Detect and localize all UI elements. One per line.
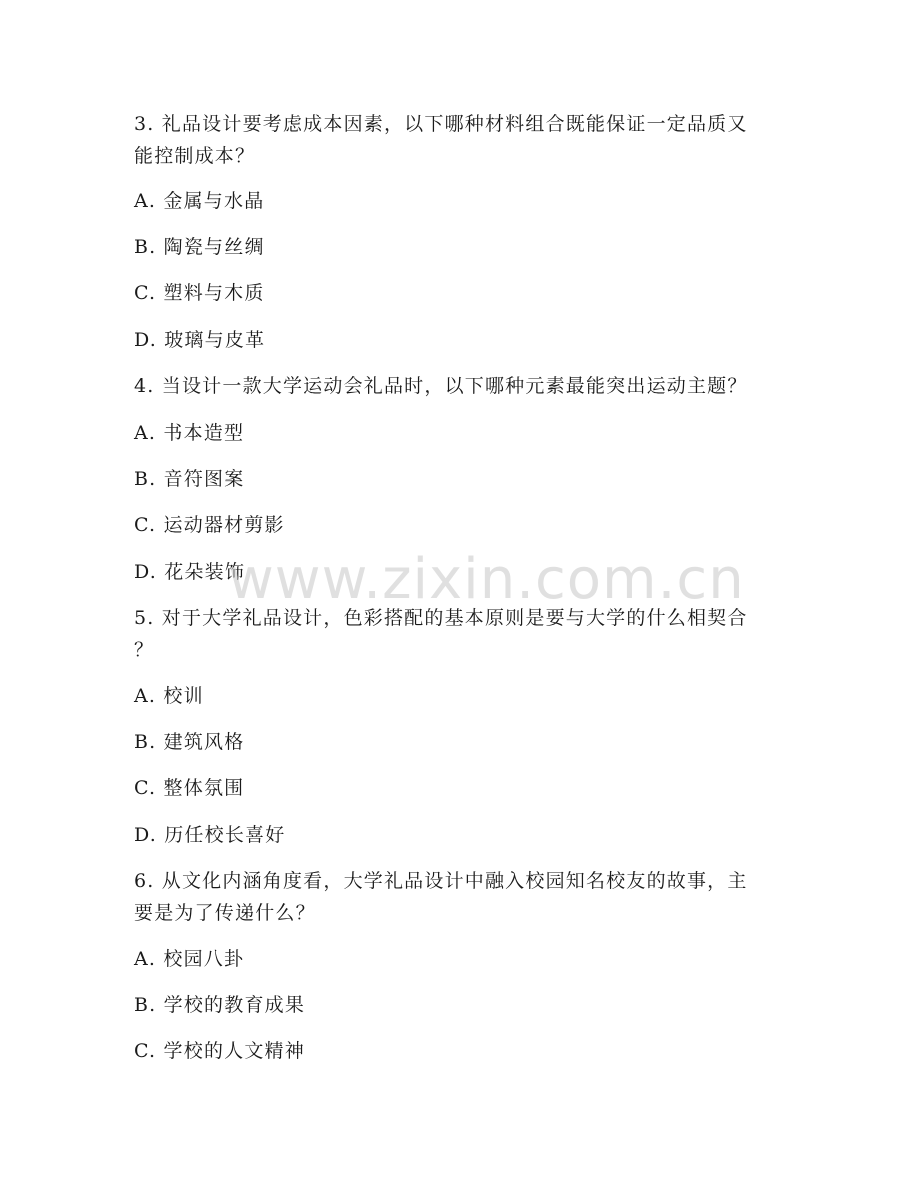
question-4-option-b: B. 音符图案 — [134, 468, 245, 490]
question-4-text: 4. 当设计一款大学运动会礼品时，以下哪种元素最能突出运动主题？ — [134, 375, 748, 397]
question-5-option-c: C. 整体氛围 — [134, 777, 245, 799]
question-3-option-a: A. 金属与水晶 — [134, 190, 265, 212]
question-6-option-c: C. 学校的人文精神 — [134, 1040, 305, 1062]
question-4-option-a: A. 书本造型 — [134, 422, 245, 444]
question-3-text: 3. 礼品设计要考虑成本因素，以下哪种材料组合既能保证一定品质又 — [134, 113, 748, 135]
question-6-option-a: A. 校园八卦 — [134, 948, 245, 970]
question-5-option-d: D. 历任校长喜好 — [134, 824, 286, 846]
question-3-text-continued: 能控制成本？ — [134, 145, 256, 167]
question-4-option-d: D. 花朵装饰 — [134, 561, 246, 583]
question-3-option-d: D. 玻璃与皮革 — [134, 329, 266, 351]
question-5-text-continued: ？ — [134, 639, 155, 661]
watermark: www.zixin.com.cn — [228, 547, 745, 612]
question-5-option-b: B. 建筑风格 — [134, 731, 245, 753]
question-6-text-continued: 要是为了传递什么？ — [134, 902, 316, 924]
question-5-option-a: A. 校训 — [134, 685, 204, 707]
question-3-option-c: C. 塑料与木质 — [134, 282, 265, 304]
question-6-text: 6. 从文化内涵角度看，大学礼品设计中融入校园知名校友的故事，主 — [134, 870, 748, 892]
question-6-option-b: B. 学校的教育成果 — [134, 994, 306, 1016]
question-5-text: 5. 对于大学礼品设计，色彩搭配的基本原则是要与大学的什么相契合 — [134, 607, 748, 629]
question-3-option-b: B. 陶瓷与丝绸 — [134, 236, 265, 258]
question-4-option-c: C. 运动器材剪影 — [134, 514, 285, 536]
